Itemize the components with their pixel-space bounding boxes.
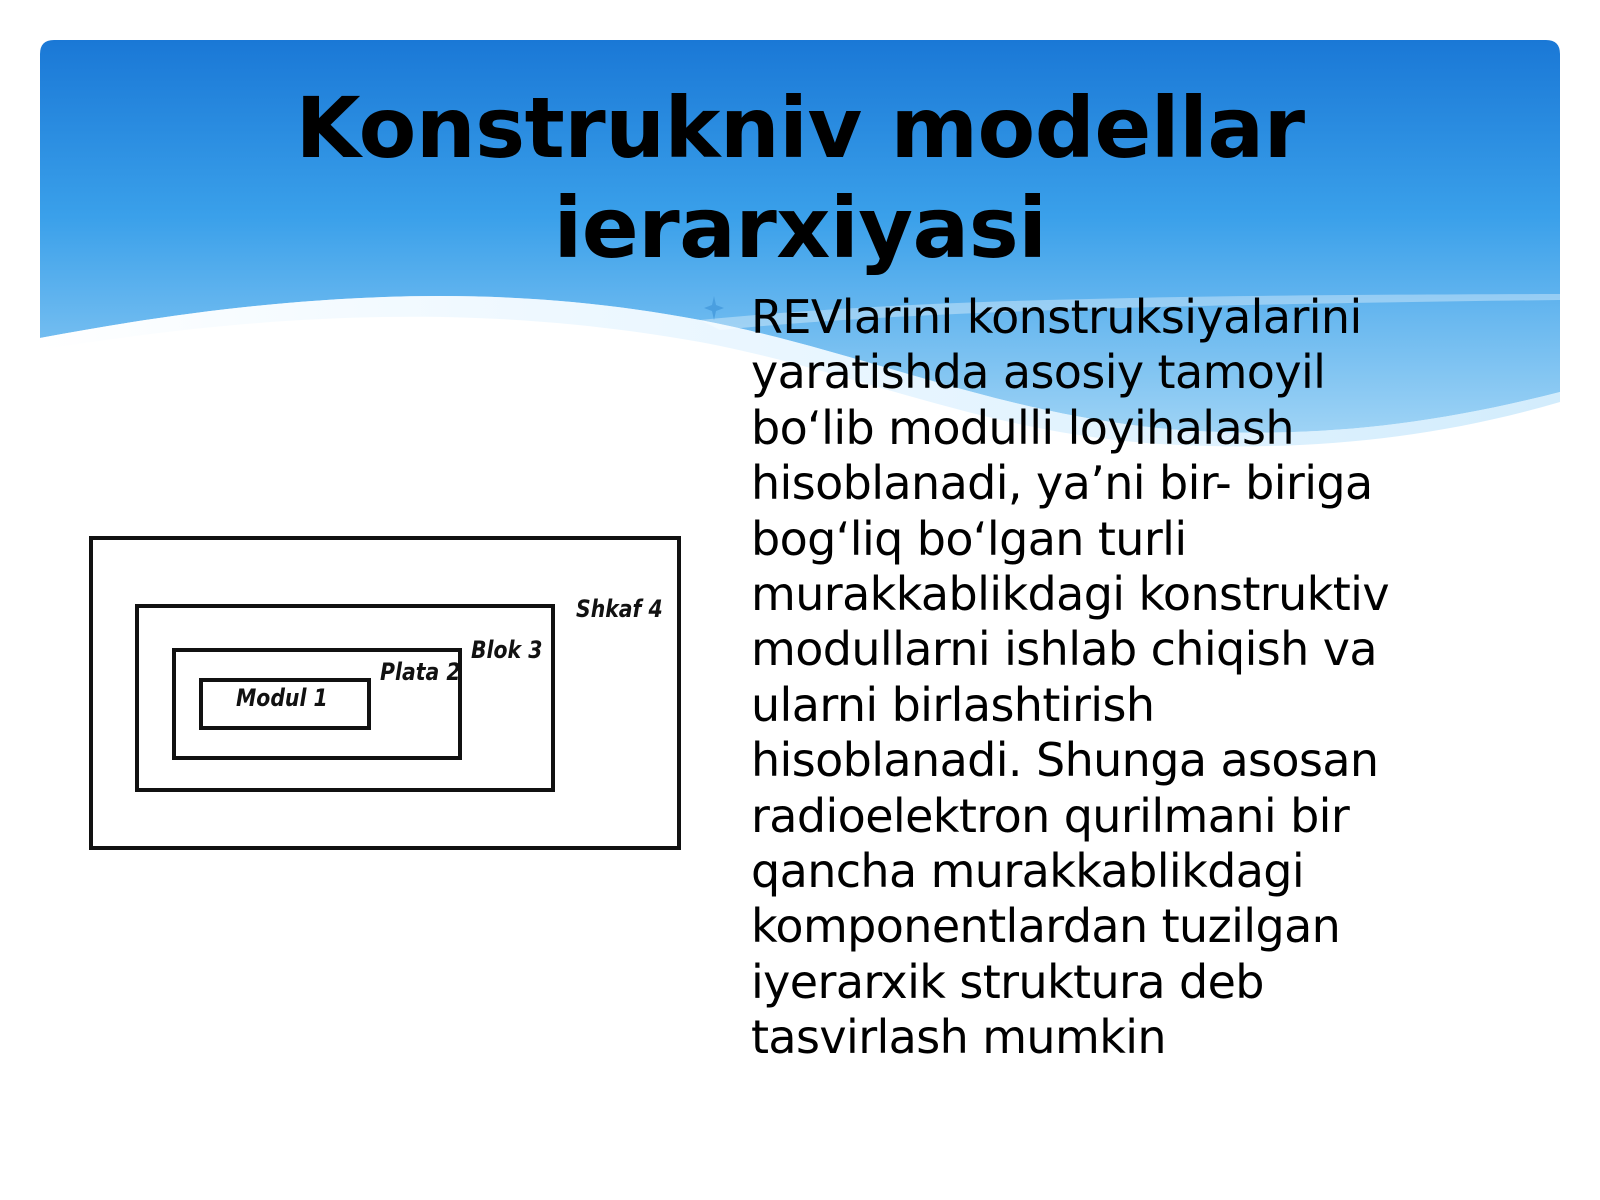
star-bullet-icon bbox=[704, 296, 724, 320]
blok-label: Blok 3 bbox=[471, 636, 543, 664]
body-paragraph: REVlarini konstruksiyalarini yaratishda asosiy tamoyil bo‘lib modulli loyihalash hisoblanadi, ya’ni bir- biriga bog‘liq bo‘lgan turli murakkablikdagi konstruktiv modullarni ishlab chiqish va ularni birlashtirish hisoblanadi. Shunga asosan radioelektron qurilmani bir qancha murakkablikdagi komponentlardan tuzilgan iyerarxik struktura deb tasvirlash mumkin bbox=[751, 290, 1389, 1065]
shkaf-label: Shkaf 4 bbox=[576, 595, 663, 623]
hierarchy-diagram bbox=[86, 532, 682, 852]
slide-title: Konstrukniv modellar ierarxiyasi bbox=[295, 79, 1305, 277]
plata-label: Plata 2 bbox=[380, 658, 461, 686]
modul-label: Modul 1 bbox=[236, 684, 328, 712]
